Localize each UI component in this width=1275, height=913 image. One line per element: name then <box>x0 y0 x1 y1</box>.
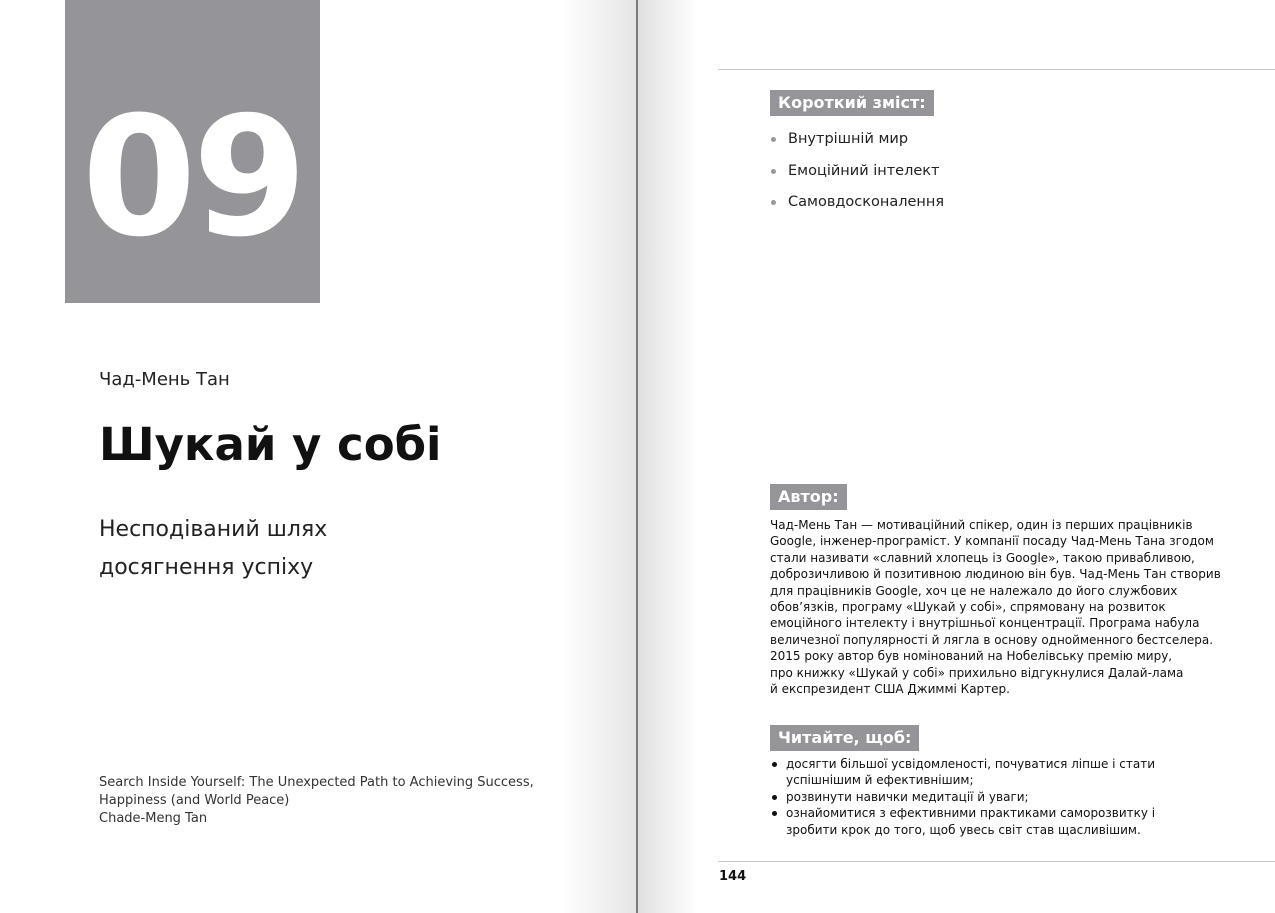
book-subtitle <box>99 511 399 587</box>
book-author: Чад-Мень Тан <box>99 369 230 390</box>
chapter-block <box>65 0 320 303</box>
bottom-rule <box>718 861 1275 862</box>
author-bio-line: Google, інженер-програміст. У компанії посаду Чад-Мень Тана згодом <box>770 534 1214 549</box>
top-rule <box>718 69 1275 70</box>
author-bio-line: обов’язків, програму «Шукай у собі», спрямовану на розвиток <box>770 600 1166 615</box>
author-bio <box>770 517 1221 697</box>
author-bio-line: для працівників Google, хоч це не належало до його службових <box>770 583 1178 598</box>
original-author-line: Chade-Meng Tan <box>99 811 208 826</box>
author-label: Автор: <box>770 484 847 510</box>
author-bio-line: стали називати «славний хлопець із Google», такою привабливою, <box>770 550 1195 565</box>
gutter-shadow <box>560 0 637 913</box>
author-bio-line: й експрезидент США Джиммі Картер. <box>770 682 1010 697</box>
author-bio-line: доброзичливою й позитивною людиною він був. Чад-Мень Тан створив <box>770 567 1221 582</box>
author-bio-line: величезної популярності й лягла в основу однойменного бестселера. <box>770 632 1214 647</box>
author-bio-line: про книжку «Шукай у собі» прихильно відгукнулися Далай-лама <box>770 665 1184 680</box>
read-list <box>770 756 1190 838</box>
left-page <box>0 0 637 913</box>
chapter-number: 09 <box>81 81 304 273</box>
author-bio-line: 2015 року автор був номінований на Нобелівську премію миру, <box>770 649 1173 664</box>
original-title <box>99 774 534 828</box>
read-item: ознайомитися з ефективними практиками саморозвитку і зробити крок до того, щоб увесь світ став щасливішим. <box>770 805 1190 838</box>
author-bio-line: Чад-Мень Тан — мотиваційний спікер, один із перших працівників <box>770 518 1193 532</box>
read-label: Читайте, щоб: <box>770 725 919 751</box>
summary-item: Внутрішній мир <box>770 128 944 160</box>
subtitle-line: досягнення успіху <box>99 555 314 580</box>
summary-label: Короткий зміст: <box>770 90 934 116</box>
read-item: розвинути навички медитації й уваги; <box>770 789 1190 805</box>
author-bio-line: емоційного інтелекту і внутрішньої концентрації. Програма набула <box>770 616 1200 631</box>
subtitle-line: Несподіваний шлях <box>99 517 328 542</box>
book-title: Шукай у собі <box>99 418 442 471</box>
original-title-line: Search Inside Yourself: The Unexpected Path to Achieving Success, <box>99 775 534 790</box>
page-number: 144 <box>719 869 747 884</box>
summary-item: Емоційний інтелект <box>770 160 944 192</box>
right-gutter-shadow <box>638 0 698 913</box>
summary-item: Самовдосконалення <box>770 191 944 223</box>
original-title-line: Happiness (and World Peace) <box>99 793 290 808</box>
summary-list <box>770 128 944 223</box>
read-item: досягти більшої усвідомленості, почуватися ліпше і стати успішнішим й ефективнішим; <box>770 756 1190 789</box>
